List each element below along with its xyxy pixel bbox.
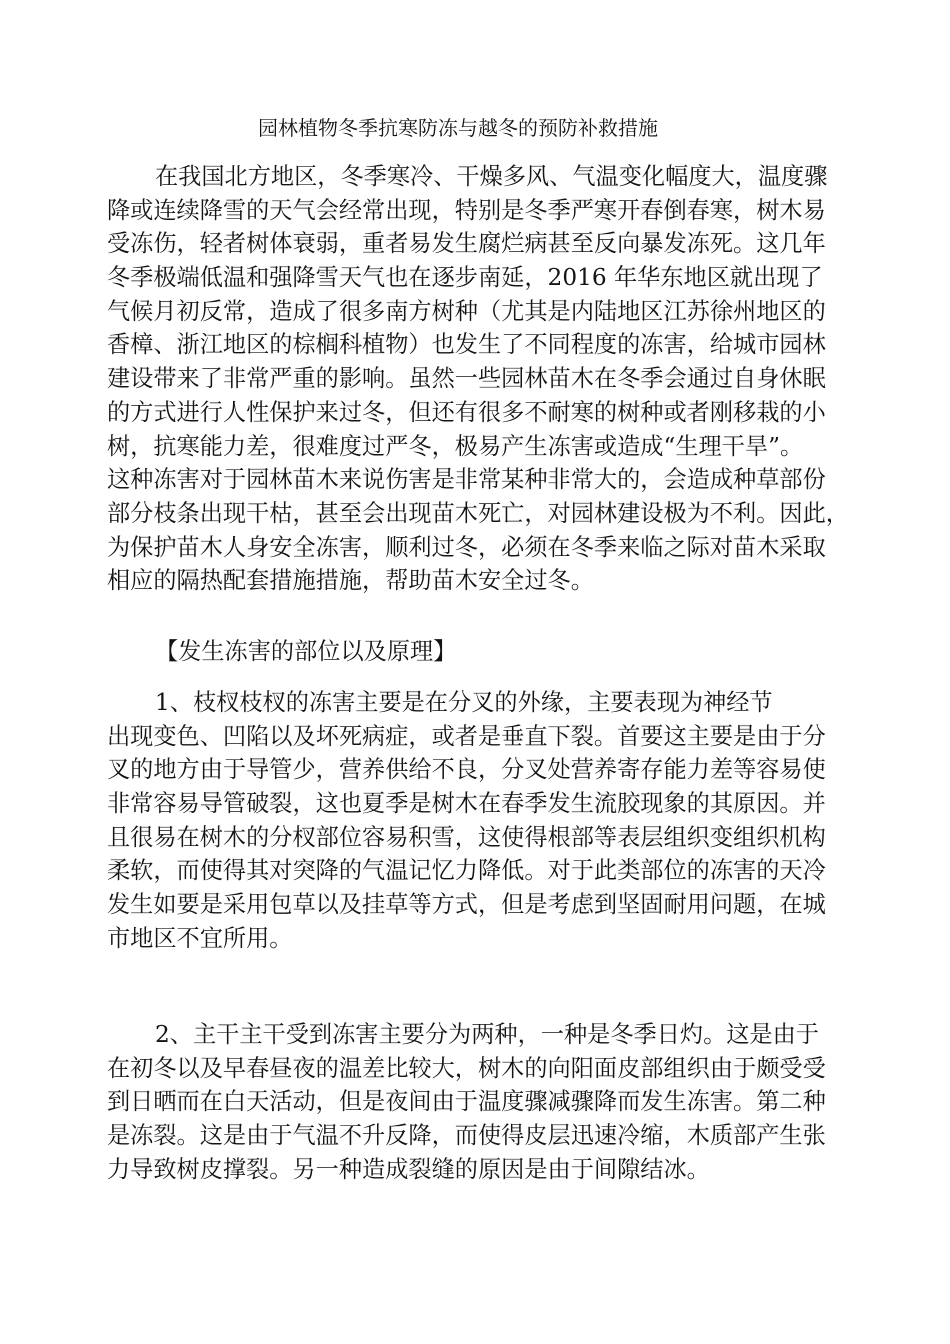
item-1-line: 柔软，而使得其对突降的气温记忆力降低。对于此类部位的冻害的天冷 (107, 857, 826, 885)
intro-line: 降或连续降雪的天气会经常出现，特别是冬季严寒开春倒春寒，树木易 (107, 196, 826, 224)
item-2-line: 是冻裂。这是由于气温不升反降，而使得皮层迅速冷缩，木质部产生张 (107, 1122, 826, 1150)
intro-line: 的方式进行人性保护来过冬，但还有很多不耐寒的树种或者刚移栽的小 (107, 398, 826, 426)
intro-line: 气候月初反常，造成了很多南方树种（尤其是内陆地区江苏徐州地区的 (107, 297, 826, 325)
document-title: 园林植物冬季抗寒防冻与越冬的预防补救措施 (258, 116, 658, 140)
item-1-line: 发生如要是采用包草以及挂草等方式，但是考虑到坚固耐用问题，在城 (107, 891, 826, 919)
item-1-line: 叉的地方由于导管少，营养供给不良，分叉处营养寄存能力差等容易使 (107, 756, 826, 784)
intro-line: 香樟、浙江地区的棕榈科植物）也发生了不同程度的冻害，给城市园林 (107, 331, 826, 359)
intro-line: 相应的隔热配套措施措施，帮助苗木安全过冬。 (107, 567, 594, 595)
intro-line: 在我国北方地区，冬季寒冷、干燥多风、气温变化幅度大，温度骤 (155, 163, 828, 190)
item-1-paragraph (107, 686, 847, 956)
item-1-line: 市地区不宜所用。 (107, 924, 293, 952)
intro-line: 部分枝条出现干枯，甚至会出现苗木死亡，对园林建设极为不利。因此， (107, 499, 849, 527)
item-2-line: 到日晒而在白天活动，但是夜间由于温度骤减骤降而发生冻害。第二种 (107, 1088, 826, 1116)
item-2-line: 在初冬以及早春昼夜的温差比较大，树木的向阳面皮部组织由于颇受受 (107, 1054, 826, 1082)
intro-paragraph (107, 160, 847, 598)
item-1-line: 非常容易导管破裂，这也夏季是树木在春季发生流胶现象的其原因。并 (107, 790, 826, 818)
intro-line: 建设带来了非常严重的影响。虽然一些园林苗木在冬季会通过自身休眠 (107, 365, 826, 393)
intro-line: 受冻伤，轻者树体衰弱，重者易发生腐烂病甚至反向暴发冻死。这几年 (107, 230, 826, 258)
intro-line: 冬季极端低温和强降雪天气也在逐步南延，2016 年华东地区就出现了 (107, 264, 823, 292)
item-2-line: 2、主干主干受到冻害主要分为两种，一种是冬季日灼。这是由于 (155, 1021, 819, 1048)
item-2-line: 力导致树皮撑裂。另一种造成裂缝的原因是由于间隙结冰。 (107, 1155, 710, 1183)
item-1-line: 1、枝杈枝杈的冻害主要是在分叉的外缘，主要表现为神经节 (155, 689, 773, 716)
intro-line: 树，抗寒能力差，很难度过严冬，极易产生冻害或造成“生理干旱”。 (107, 432, 804, 460)
item-1-line: 出现变色、凹陷以及坏死病症，或者是垂直下裂。首要这主要是由于分 (107, 722, 826, 750)
section-heading: 【发生冻害的部位以及原理】 (155, 638, 457, 665)
section-heading-block (107, 635, 847, 669)
intro-line: 为保护苗木人身安全冻害，顺利过冬，必须在冬季来临之际对苗木采取 (107, 533, 826, 561)
item-2-paragraph (107, 1018, 847, 1186)
item-1-line: 且很易在树木的分杈部位容易积雪，这使得根部等表层组织变组织机构 (107, 823, 826, 851)
intro-line: 这种冻害对于园林苗木来说伤害是非常某种非常大的，会造成种草部份 (107, 466, 826, 494)
